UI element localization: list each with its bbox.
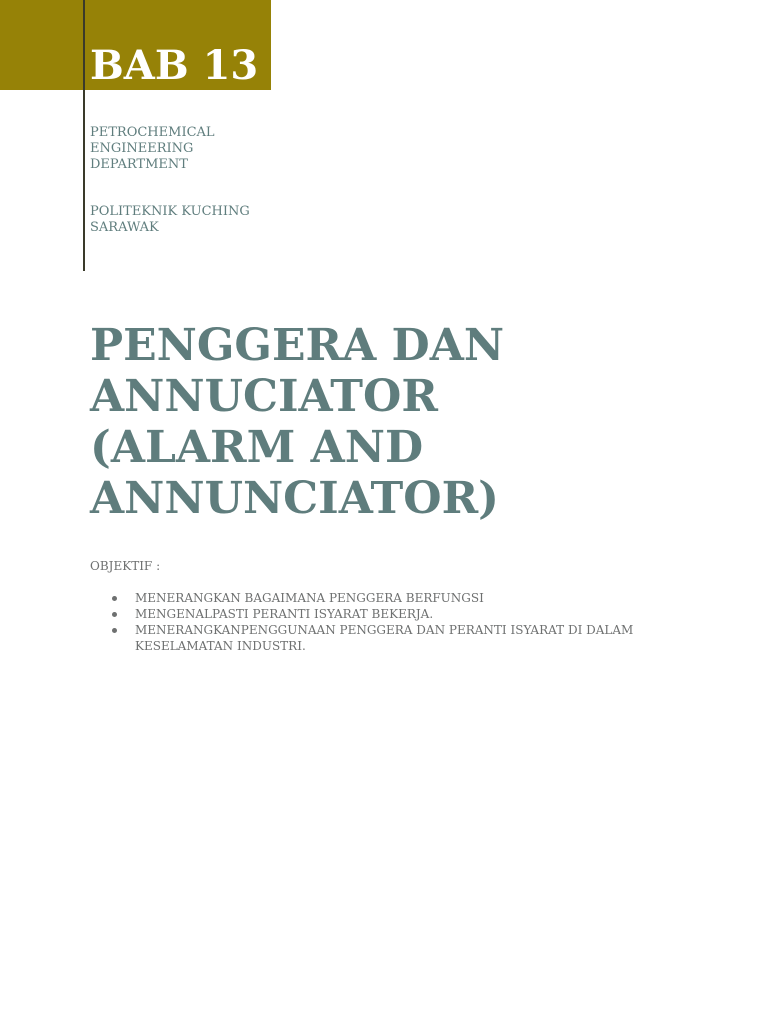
document-title — [90, 320, 650, 524]
department-name — [90, 125, 240, 173]
department-line: PETROCHEMICAL — [90, 125, 215, 140]
objective-item — [90, 606, 690, 622]
bullet-icon — [112, 612, 117, 617]
bullet-icon — [112, 628, 117, 633]
institution-line: POLITEKNIK KUCHING — [90, 204, 250, 219]
objective-item — [90, 622, 690, 654]
vertical-rule — [83, 0, 85, 271]
objectives-list — [90, 590, 690, 654]
objectives-label: OBJEKTIF : — [90, 559, 161, 573]
objective-item — [90, 590, 690, 606]
objective-text: MENERANGKAN BAGAIMANA PENGGERA BERFUNGSI — [135, 591, 484, 605]
chapter-label: BAB 13 — [90, 42, 259, 89]
objective-text: MENERANGKANPENGGUNAAN PENGGERA DAN PERANTI ISYARAT DI DALAM KESELAMATAN INDUSTRI. — [135, 623, 634, 653]
institution-name — [90, 204, 270, 236]
bullet-icon — [112, 596, 117, 601]
objective-text: MENGENALPASTI PERANTI ISYARAT BEKERJA. — [135, 607, 434, 621]
title-line: PENGGERA DAN — [90, 320, 505, 371]
department-line: DEPARTMENT — [90, 157, 188, 172]
title-line: ANNUNCIATOR) — [90, 473, 499, 524]
title-line: (ALARM AND — [90, 422, 424, 473]
institution-line: SARAWAK — [90, 220, 159, 235]
department-line: ENGINEERING — [90, 141, 194, 156]
title-line: ANNUCIATOR — [90, 371, 438, 422]
